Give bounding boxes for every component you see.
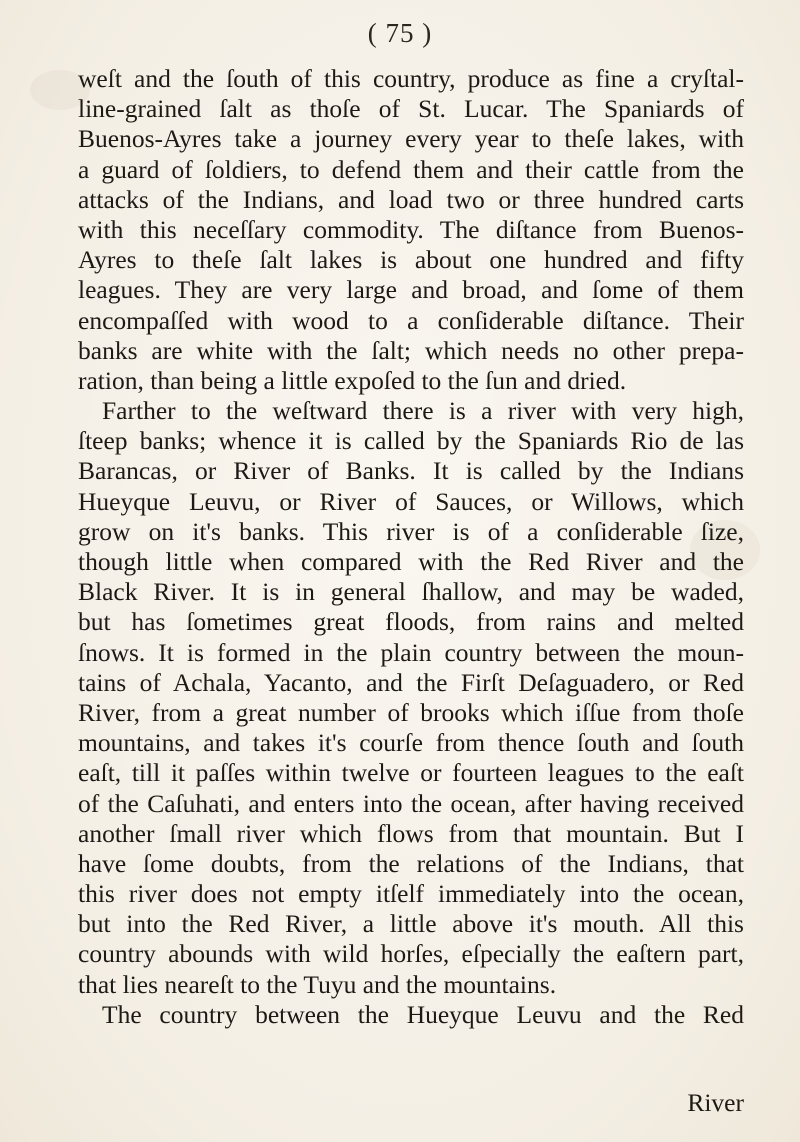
- text-line: though little when compared with the Red River and the: [78, 547, 744, 576]
- text-line: leagues. They are very large and broad, and ſome of them: [78, 275, 744, 305]
- catchword: River: [687, 1088, 744, 1117]
- text-line: mountains, and takes it's courſe from thence ſouth and ſouth: [78, 728, 744, 758]
- text-line: encompaſſed with wood to a conſiderable diſtance. Their: [78, 305, 744, 335]
- text-line: River, from a great number of brooks which iſſue from thoſe: [78, 697, 744, 727]
- text-line: but has ſometimes great floods, from rains and melted: [78, 607, 744, 637]
- text-line: eaſt, till it paſſes within twelve or fourteen leagues to the eaſt: [78, 758, 744, 788]
- text-line: but into the Red River, a little above it's mouth. All this: [78, 909, 744, 939]
- text-line: that lies neareſt to the Tuyu and the mountains.: [78, 969, 557, 999]
- text-line: a guard of ſoldiers, to defend them and their cattle from the: [78, 154, 744, 184]
- text-line: banks are white with the ſalt; which needs no other prepa-: [78, 335, 744, 365]
- text-line: tains of Achala, Yacanto, and the Firſt Deſaguadero, or Red: [78, 667, 744, 697]
- text-line: line-grained ſalt as thoſe of St. Lucar. The Spaniards of: [78, 94, 744, 124]
- text-line: ration, than being a little expoſed to the ſun and dried.: [78, 365, 627, 395]
- text-line: The country between the Hueyque Leuvu and the Red: [102, 999, 744, 1029]
- text-line: Black River. It is in general ſhallow, and may be waded,: [78, 577, 744, 607]
- text-line: Hueyque Leuvu, or River of Sauces, or Willows, which: [78, 486, 744, 516]
- text-line: this river does not empty itſelf immediately into the ocean,: [78, 879, 744, 909]
- text-line: Farther to the weſtward there is a river with very high,: [102, 396, 744, 426]
- text-line: ſnows. It is formed in the plain country between the moun-: [78, 637, 744, 667]
- text-line: of the Caſuhati, and enters into the ocean, after having received: [78, 788, 744, 818]
- text-line: another ſmall river which flows from that mountain. But I: [78, 818, 744, 848]
- text-line: attacks of the Indians, and load two or three hundred carts: [78, 184, 744, 214]
- text-line: country abounds with wild horſes, eſpecially the eaſtern part,: [78, 939, 744, 969]
- text-line: weſt and the ſouth of this country, produce as fine a cryſtal-: [78, 64, 744, 93]
- body-text: [78, 64, 744, 1030]
- text-line: Barancas, or River of Banks. It is called by the Indians: [78, 456, 744, 486]
- text-line: grow on it's banks. This river is of a conſiderable ſize,: [78, 516, 744, 546]
- text-line: Ayres to theſe ſalt lakes is about one hundred and fifty: [78, 245, 744, 275]
- text-line: have ſome doubts, from the relations of the Indians, that: [78, 848, 744, 878]
- text-line: with this neceſſary commodity. The diſtance from Buenos-: [78, 214, 744, 244]
- page-number: ( 75 ): [367, 18, 433, 48]
- text-line: ſteep banks; whence it is called by the Spaniards Rio de las: [78, 426, 744, 456]
- text-line: Buenos-Ayres take a journey every year to theſe lakes, with: [78, 124, 744, 154]
